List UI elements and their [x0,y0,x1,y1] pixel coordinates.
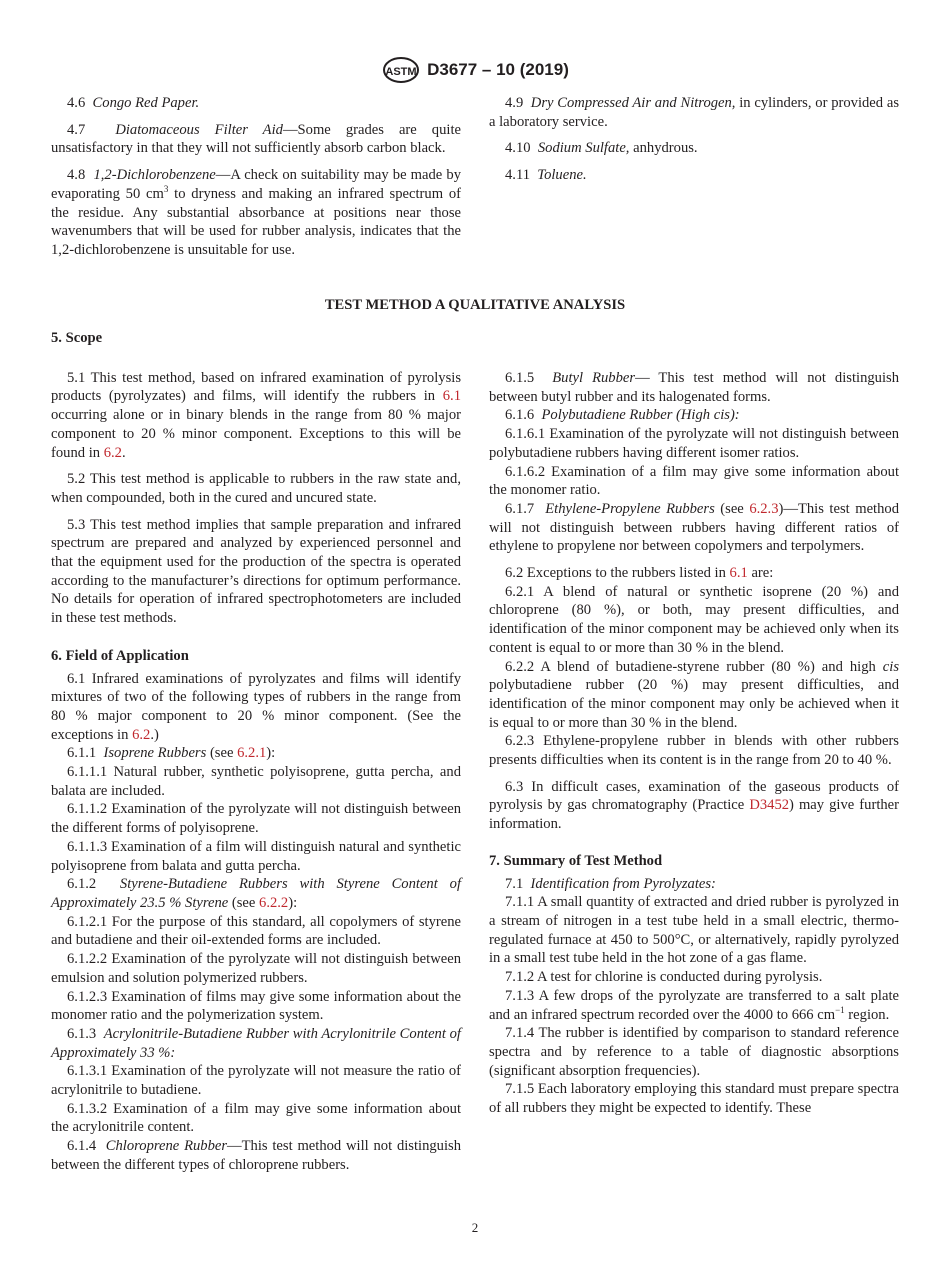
para-6-1-7: 6.1.7 Ethylene-Propylene Rubbers (see 6.2.3)—This test method will not distinguish between rubbers having different ratios of ethylene to propylene nor between copolymers and terpolymers. [489,500,899,555]
para-6-2: 6.2 Exceptions to the rubbers listed in 6.1 are: [505,565,774,582]
materials-list-right [489,94,899,185]
link-6-2-3[interactable]: 6.2.3 [749,500,779,517]
para-6-1-6-2: 6.1.6.2 Examination of a film may give some information about the monomer ratio. [489,463,899,499]
link-6-2[interactable]: 6.2 [103,444,122,461]
item-4-11: 4.11 Toluene. [505,167,587,184]
para-6-3: 6.3 In difficult cases, examination of the gaseous products of pyrolysis by gas chromatography (Practice D3452) may give further information. [489,778,900,833]
astm-logo-icon [381,56,421,84]
para-6-2-2: 6.2.2 A blend of butadiene-styrene rubber (80 %) and high cis polybutadiene rubber (20 %) may present difficulties, and identification of the minor component may only be achieved when it is equal to or more than 30 % in the blend. [489,658,899,731]
para-6-1-4: 6.1.4 Chloroprene Rubber—This test method will not distinguish between the different types of chloroprene rubbers. [51,1138,462,1173]
para-6-1-5: 6.1.5 Butyl Rubber— This test method will not distinguish between butyl rubber and its halogenated forms. [489,370,899,405]
test-method-banner: TEST METHOD A QUALITATIVE ANALYSIS [324,297,626,313]
svg-text:ASTM: ASTM [385,66,417,78]
link-6-2-1[interactable]: 6.2.1 [237,745,267,762]
para-5-2: 5.2 This test method is applicable to rubbers in the raw state and, when compounded, both in the cured and uncured state. [51,471,461,506]
document-id: D3677 – 10 (2019) [427,60,569,79]
para-7-1: 7.1 Identification from Pyrolyzates: [505,875,716,892]
link-6-1[interactable]: 6.1 [442,388,461,405]
para-6-1-2-2: 6.1.2.2 Examination of the pyrolyzate will not distinguish between emulsion and solution polymerized rubbers. [51,951,461,986]
page-number: 2 [471,1220,479,1235]
para-6-1-3: 6.1.3 Acrylonitrile-Butadiene Rubber with Acrylonitrile Content of Approximately 33 %: [51,1025,461,1061]
para-6-1-6-1: 6.1.6.1 Examination of the pyrolyzate will not distinguish between polybutadiene rubbers having different isomer ratios. [489,426,899,461]
para-6-1-1-2: 6.1.1.2 Examination of the pyrolyzate will not distinguish between the different forms of polyisoprene. [51,801,461,837]
section-6-title: 6. Field of Application [51,647,189,664]
para-6-2-1: 6.2.1 A blend of natural or synthetic isoprene (20 %) and chloroprene (80 %), or both, may present difficulties, and identification of the minor component may be achieved only when its content is equal to or more than 30 % in the blend. [489,583,899,656]
para-7-1-1: 7.1.1 A small quantity of extracted and dried rubber is pyrolyzed in a stream of nitrogen in a test tube held in a small electric, thermo-regulated furnace at 450 to 500°C, or alternatively, rapidly pyrolyzed in a small test tube held in the hot zone of a gas flame. [489,894,899,967]
para-6-1-2-1: 6.1.2.1 For the purpose of this standard, all copolymers of styrene and butadiene and their oil-extended forms are included. [51,913,461,949]
para-6-1-1-1: 6.1.1.1 Natural rubber, synthetic polyisoprene, gutta percha, and balata are included. [51,764,461,799]
section-7-title: 7. Summary of Test Method [489,852,663,869]
para-6-1-3-2: 6.1.3.2 Examination of a film may give some information about the acrylonitrile content. [51,1100,461,1136]
item-4-8: 4.8 1,2-Dichlorobenzene—A check on suitability may be made by evaporating 50 $cm^3$ to dryness and making an infrared spectrum of the residue. Any substantial absorbance at positions near those wavenumbers that will be used for rubber analysis, indicates that the 1,2-dichlorobenzene is unsuitable for use. [51,167,461,258]
para-6-2-3: 6.2.3 Ethylene-propylene rubber in blends with other rubbers presents difficulties when its content is in the range from 20 to 40 %. [489,733,899,769]
left-column [51,329,461,1175]
item-4-6: 4.6 Congo Red Paper. [67,95,200,111]
link-6-1[interactable]: 6.1 [729,565,748,582]
link-6-2[interactable]: 6.2 [132,726,151,743]
para-5-1: 5.1 This test method, based on infrared examination of pyrolysis products (pyrolyzates) and films, will identify the rubbers in 6.1 occurring alone or in binary blends in the range from 80 % major component to 20 % minor component. Exceptions to this will be found in 6.2. [51,369,461,461]
para-6-1-1: 6.1.1 Isoprene Rubbers (see 6.2.1): [67,745,276,762]
para-7-1-5: 7.1.5 Each laboratory employing this standard must prepare spectra of all rubbers they might be expected to identify. These [489,1081,899,1117]
para-6-1-6: 6.1.6 Polybutadiene Rubber (High cis): [505,407,740,424]
para-6-1-1-3: 6.1.1.3 Examination of a film will distinguish natural and synthetic polyisoprene from balata and gutta percha. [51,838,461,874]
para-6-1-2: 6.1.2 Styrene-Butadiene Rubbers with Styrene Content of Approximately 23.5 % Styrene (see 6.2.2): [51,876,461,911]
para-7-1-2: 7.1.2 A test for chlorine is conducted during pyrolysis. [505,969,823,986]
para-6-1: 6.1 Infrared examinations of pyrolyzates and films will identify mixtures of two of the following types of rubbers in the range from 80 % major component to 20 % minor component. (See the exceptions in 6.2.) [51,670,461,743]
para-7-1-3: 7.1.3 A few drops of the pyrolyzate are transferred to a salt plate and an infrared spectrum recorded over the 4000 to 666 $cm^{-1}$ region. [489,987,899,1023]
item-4-10: 4.10 Sodium Sulfate, anhydrous. [505,140,698,157]
link-d3452[interactable]: D3452 [749,797,790,814]
para-6-1-3-1: 6.1.3.1 Examination of the pyrolyzate will not measure the ratio of acrylonitrile to butadiene. [51,1063,461,1099]
para-5-3: 5.3 This test method implies that sample preparation and infrared spectrum are prepared and analyzed by experienced personnel and that the equipment used for the production of the spectra is operated according to the manufacturer’s directions for optimum performance. No details for operation of infrared spectrophotometers are included in these test methods. [51,516,461,627]
page-header [0,56,950,84]
item-4-7: 4.7 Diatomaceous Filter Aid—Some grades are quite unsatisfactory in that they will not sufficiently absorb carbon black. [51,121,461,157]
section-5-title: 5. Scope [51,330,103,346]
link-6-2-2[interactable]: 6.2.2 [259,894,289,911]
para-7-1-4: 7.1.4 The rubber is identified by comparison to standard reference spectra and by reference to a table of diagnostic absorptions (significant absorption frequencies). [489,1025,899,1079]
right-column [489,369,899,1118]
item-4-9: 4.9 Dry Compressed Air and Nitrogen, in cylinders, or provided as a laboratory service. [489,95,899,130]
materials-list-left [51,94,461,260]
para-6-1-2-3: 6.1.2.3 Examination of films may give some information about the monomer ratio and the polymerization system. [51,988,461,1024]
